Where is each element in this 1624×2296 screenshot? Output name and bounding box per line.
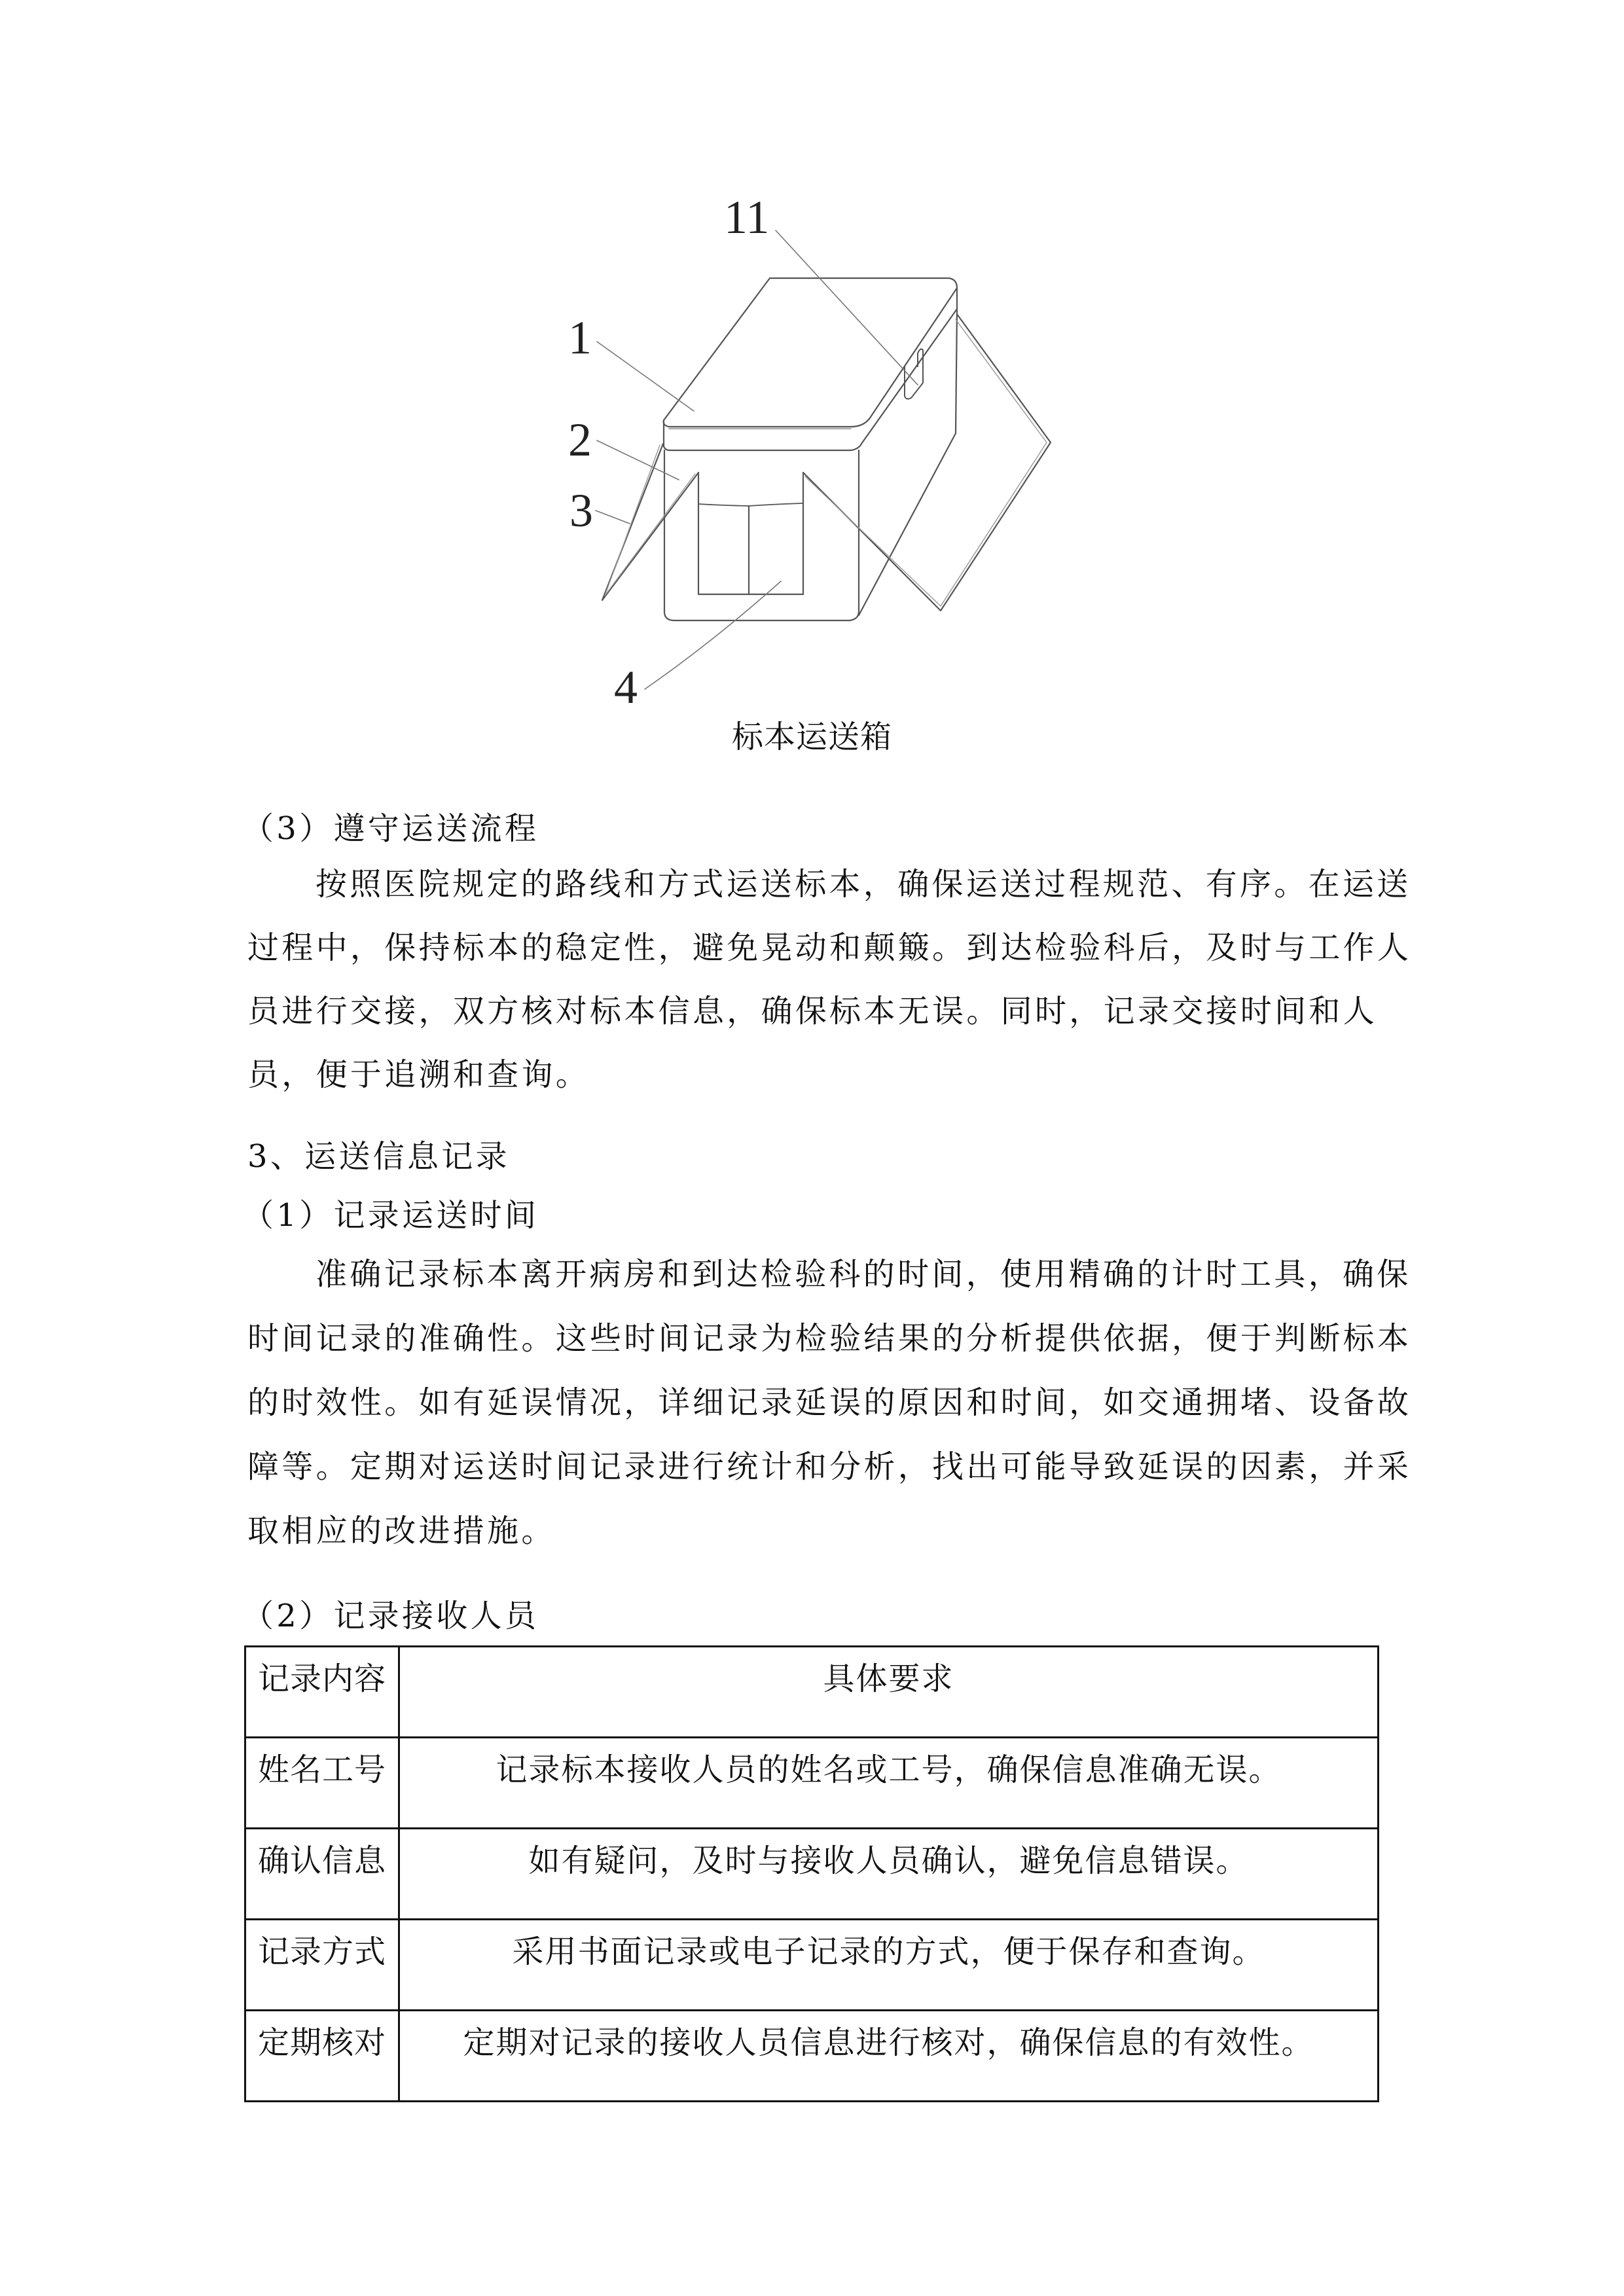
paragraph-line: 按照医院规定的路线和方式运送标本，确保运送过程规范、有序。在运送 <box>316 866 1411 903</box>
table-cell-requirement: 采用书面记录或电子记录的方式，便于保存和查询。 <box>399 1920 1379 2011</box>
paragraph-line: 时间记录的准确性。这些时间记录为检验结果的分析提供依据，便于判断标本 <box>247 1320 1412 1357</box>
paragraph-line: 准确记录标本离开病房和到达检验科的时间，使用精确的计时工具，确保 <box>316 1256 1411 1293</box>
leader-3 <box>596 511 630 524</box>
table-cell-requirement: 记录标本接收人员的姓名或工号，确保信息准确无误。 <box>399 1738 1379 1829</box>
leader-1 <box>597 342 694 411</box>
table-header-cell: 记录内容 <box>245 1647 399 1738</box>
paragraph-line: 员，便于追溯和查询。 <box>247 1056 590 1093</box>
figure-label-4: 4 <box>614 661 638 713</box>
table-cell-item: 姓名工号 <box>245 1738 399 1829</box>
table-cell-item: 确认信息 <box>245 1829 399 1920</box>
paragraph-line: 取相应的改进措施。 <box>247 1513 556 1549</box>
figure-label-3: 3 <box>569 484 593 537</box>
table-header-row <box>245 1647 1379 1738</box>
leader-4 <box>645 581 781 689</box>
leader-11 <box>776 230 918 385</box>
table-cell-item: 记录方式 <box>245 1920 399 2011</box>
leader-2 <box>597 440 679 480</box>
table-cell-requirement: 定期对记录的接收人员信息进行核对，确保信息的有效性。 <box>399 2011 1379 2102</box>
table-row <box>245 1738 1379 1829</box>
table-row <box>245 2011 1379 2102</box>
table-cell-item: 定期核对 <box>245 2011 399 2102</box>
receiver-record-table <box>244 1645 1379 2102</box>
figure-specimen-box <box>0 0 1624 785</box>
figure-label-11: 11 <box>724 191 770 243</box>
paragraph-line: 障等。定期对运送时间记录进行统计和分析，找出可能导致延误的因素，并采 <box>247 1448 1412 1485</box>
figure-label-1: 1 <box>568 312 592 364</box>
heading-transport-process: （3）遵守运送流程 <box>242 810 539 847</box>
table-row <box>245 1920 1379 2011</box>
paragraph-line: 员进行交接，双方核对标本信息，确保标本无误。同时，记录交接时间和人 <box>247 993 1377 1030</box>
table-header-cell: 具体要求 <box>399 1647 1379 1738</box>
heading-record-receiver: （2）记录接收人员 <box>242 1598 539 1634</box>
paragraph-line: 过程中，保持标本的稳定性，避免晃动和颠簸。到达检验科后，及时与工作人 <box>247 929 1412 966</box>
heading-section-record: 3、运送信息记录 <box>247 1138 510 1175</box>
figure-caption: 标本运送箱 <box>731 719 892 755</box>
table-cell-requirement: 如有疑问，及时与接收人员确认，避免信息错误。 <box>399 1829 1379 1920</box>
heading-record-time: （1）记录运送时间 <box>242 1197 539 1234</box>
table-row <box>245 1829 1379 1920</box>
figure-label-2: 2 <box>568 414 592 466</box>
paragraph-line: 的时效性。如有延误情况，详细记录延误的原因和时间，如交通拥堵、设备故 <box>247 1384 1412 1421</box>
specimen-box-drawing <box>0 0 1624 785</box>
